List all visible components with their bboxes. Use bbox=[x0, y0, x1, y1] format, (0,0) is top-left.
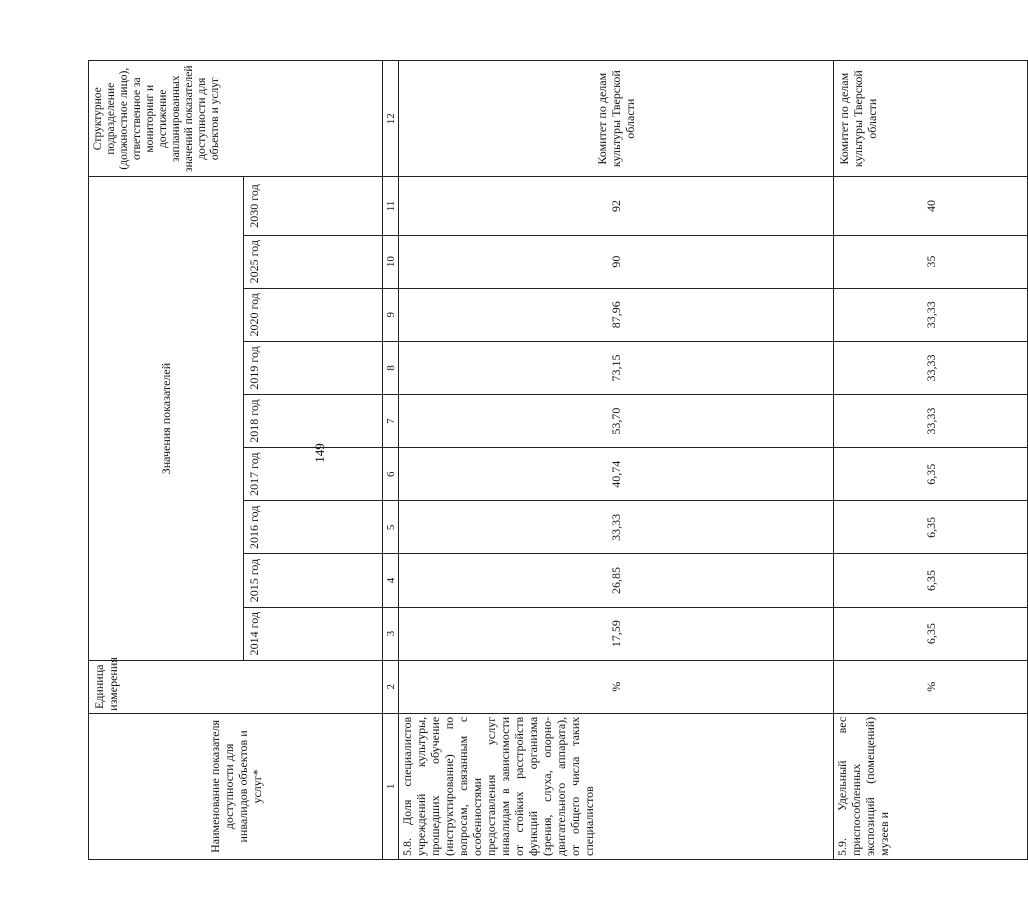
header-name: Наименование показателя доступности для инвалидов объектов и услуг* bbox=[89, 713, 383, 859]
page-number: 149 bbox=[312, 443, 327, 463]
row-value: 6,35 bbox=[834, 448, 1028, 501]
row-responsible: Комитет по делам культуры Тверской области bbox=[399, 61, 834, 177]
header-year: 2014 год bbox=[244, 607, 383, 660]
row-name: 5.9. Удельный вес приспособленных экспозиций (помещений) музеев и bbox=[834, 713, 1028, 859]
header-values-group: Значения показателей bbox=[89, 177, 244, 660]
header-year: 2018 год bbox=[244, 395, 383, 448]
row-value: 35 bbox=[834, 235, 1028, 288]
row-value: 6,35 bbox=[834, 554, 1028, 607]
row-value: 6,35 bbox=[834, 607, 1028, 660]
header-year: 2020 год bbox=[244, 288, 383, 341]
row-value: 17,59 bbox=[399, 607, 834, 660]
column-number: 9 bbox=[383, 288, 399, 341]
header-year: 2019 год bbox=[244, 341, 383, 394]
row-value: 92 bbox=[399, 177, 834, 235]
column-number: 5 bbox=[383, 501, 399, 554]
column-number: 8 bbox=[383, 341, 399, 394]
header-year: 2030 год bbox=[244, 177, 383, 235]
row-value: 26,85 bbox=[399, 554, 834, 607]
row-value: 73,15 bbox=[399, 341, 834, 394]
column-number: 3 bbox=[383, 607, 399, 660]
row-value: 90 bbox=[399, 235, 834, 288]
column-number: 4 bbox=[383, 554, 399, 607]
row-value: 33,33 bbox=[399, 501, 834, 554]
header-year: 2025 год bbox=[244, 235, 383, 288]
row-value: 33,33 bbox=[834, 341, 1028, 394]
column-number: 10 bbox=[383, 235, 399, 288]
row-value: 6,35 bbox=[834, 501, 1028, 554]
row-unit: % bbox=[399, 660, 834, 713]
row-value: 53,70 bbox=[399, 395, 834, 448]
header-responsible: Структурное подразделение (должностное лицо), ответственное за мониторинг и достижение запланированных значений показателей доступности для объектов и услуг bbox=[89, 61, 383, 177]
column-number: 12 bbox=[383, 61, 399, 177]
row-responsible: Комитет по делам культуры Тверской области bbox=[834, 61, 1028, 177]
row-value: 33,33 bbox=[834, 288, 1028, 341]
header-year: 2016 год bbox=[244, 501, 383, 554]
column-number: 11 bbox=[383, 177, 399, 235]
header-year: 2017 год bbox=[244, 448, 383, 501]
row-name: 5.8. Доля специалистов учреждений культуры, прошедших обучение (инструктирование) по вопросам, связанным с особенностями предоставления услуг инвалидам в зависимости от стойких расстройств функций организма (зрения, слуха, опорно-двигательного аппарата), от общего числа таких специалистов bbox=[399, 713, 834, 859]
row-value: 33,33 bbox=[834, 395, 1028, 448]
header-year: 2015 год bbox=[244, 554, 383, 607]
row-value: 87,96 bbox=[399, 288, 834, 341]
header-unit: Единица измерения bbox=[89, 660, 383, 713]
row-value: 40,74 bbox=[399, 448, 834, 501]
column-number: 7 bbox=[383, 395, 399, 448]
row-value: 40 bbox=[834, 177, 1028, 235]
column-number: 6 bbox=[383, 448, 399, 501]
row-unit: % bbox=[834, 660, 1028, 713]
accessibility-indicators-table bbox=[88, 60, 1028, 860]
column-number: 1 bbox=[383, 713, 399, 859]
column-number: 2 bbox=[383, 660, 399, 713]
